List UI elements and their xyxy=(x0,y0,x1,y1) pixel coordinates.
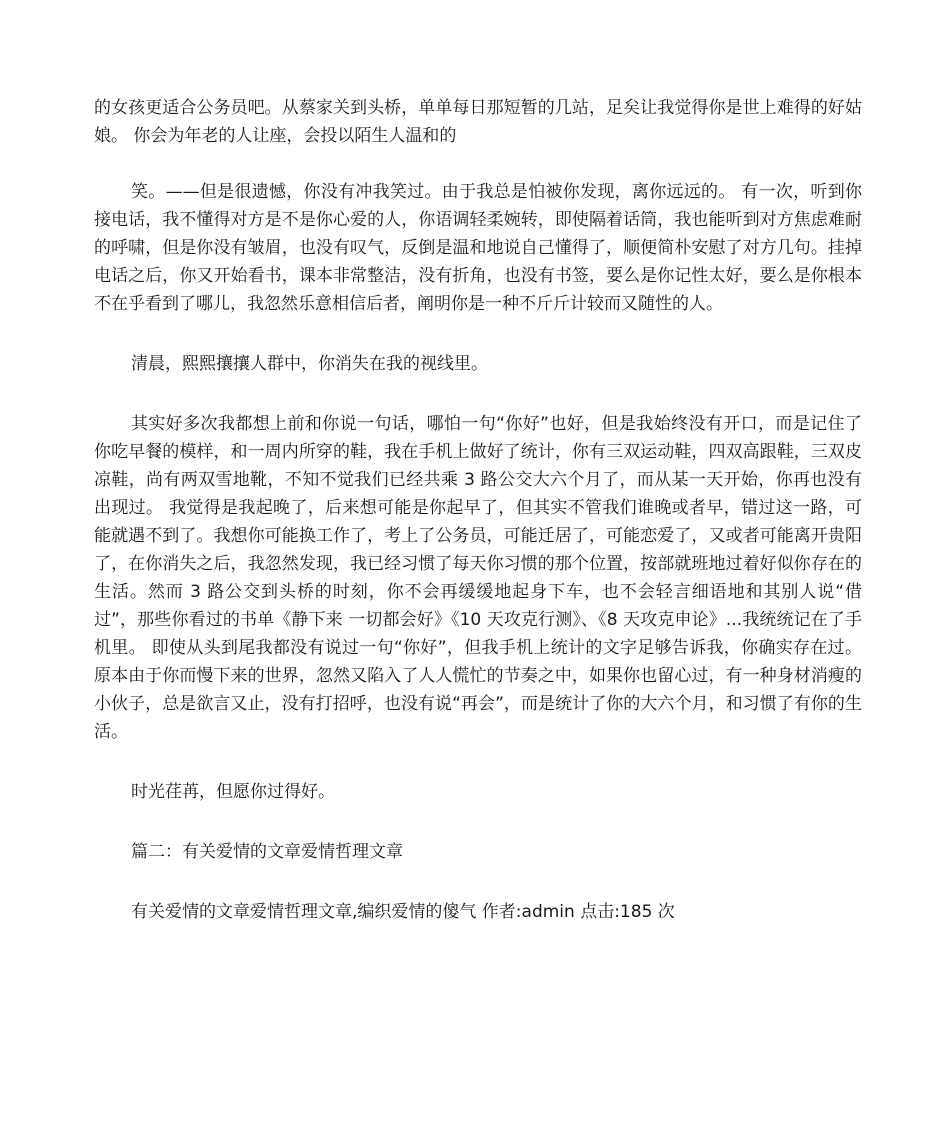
paragraph-continued-intro: 的女孩更适合公务员吧。从蔡家关到头桥，单单每日那短暂的几站，足矣让我觉得你是世上难得的好姑娘。 你会为年老的人让座，会投以陌生人温和的 xyxy=(94,98,862,146)
paragraph-time-passes: 时光荏苒，但愿你过得好。 xyxy=(131,782,335,802)
section-heading-part-two: 篇二：有关爱情的文章爱情哲理文章 xyxy=(131,842,403,862)
article-meta-line: 有关爱情的文章爱情哲理文章,编织爱情的傻气 作者:admin 点击:185 次 xyxy=(131,902,675,922)
paragraph-hello: 其实好多次我都想上前和你说一句话，哪怕一句“你好”也好，但是我始终没有开口，而是记住了你吃早餐的模样，和一周内所穿的鞋，我在手机上做好了统计，你有三双运动鞋，四双高跟鞋，三双皮凉鞋，尚有两双雪地靴，不知不觉我们已经共乘 3 路公交大六个月了，而从某一天开始，你再也没有出现过。 我觉得是我起晚了，后来想可能是你起早了，但其实不管我们谁晚或者早，错过这一路，可能就遇不到了。我想你可能换工作了，考上了公务员，可能迁居了，可能恋爱了，又或者可能离开贵阳了，在你消失之后，我忽然发现，我已经习惯了每天你习惯的那个位置，按部就班地过着好似你存在的生活。然而 3 路公交到头桥的时刻，你不会再缓缓地起身下车，也不会轻言细语地和其别人说“借过”，那些你看过的书单《静下来 一切都会好》《10 天攻克行测》、《8 天攻克申论》...我统统记在了手机里。 即使从头到尾我都没有说过一句“你好”，但我手机上统计的文字足够告诉我，你确实存在过。原本由于你而慢下来的世界，忽然又陷入了人人慌忙的节奏之中，如果你也留心过，有一种身材消瘦的小伙子，总是欲言又止，没有打招呼，也没有说“再会”，而是统计了你的大六个月，和习惯了有你的生活。 xyxy=(94,414,862,742)
paragraph-smile: 笑。——但是很遗憾，你没有冲我笑过。由于我总是怕被你发现，离你远远的。 有一次，听到你接电话，我不懂得对方是不是你心爱的人，你语调轻柔婉转，即使隔着话筒，我也能听到对方焦虑难耐的呼啸，但是你没有皱眉，也没有叹气，反倒是温和地说自己懂得了，顺便简朴安慰了对方几句。挂掉电话之后，你又开始看书，课本非常整洁，没有折角，也没有书签，要么是你记性太好，要么是你根本不在乎看到了哪儿，我忽然乐意相信后者，阐明你是一种不斤斤计较而又随性的人。 xyxy=(94,182,862,314)
document-body xyxy=(94,94,862,926)
paragraph-morning: 清晨，熙熙攘攘人群中，你消失在我的视线里。 xyxy=(131,354,488,374)
